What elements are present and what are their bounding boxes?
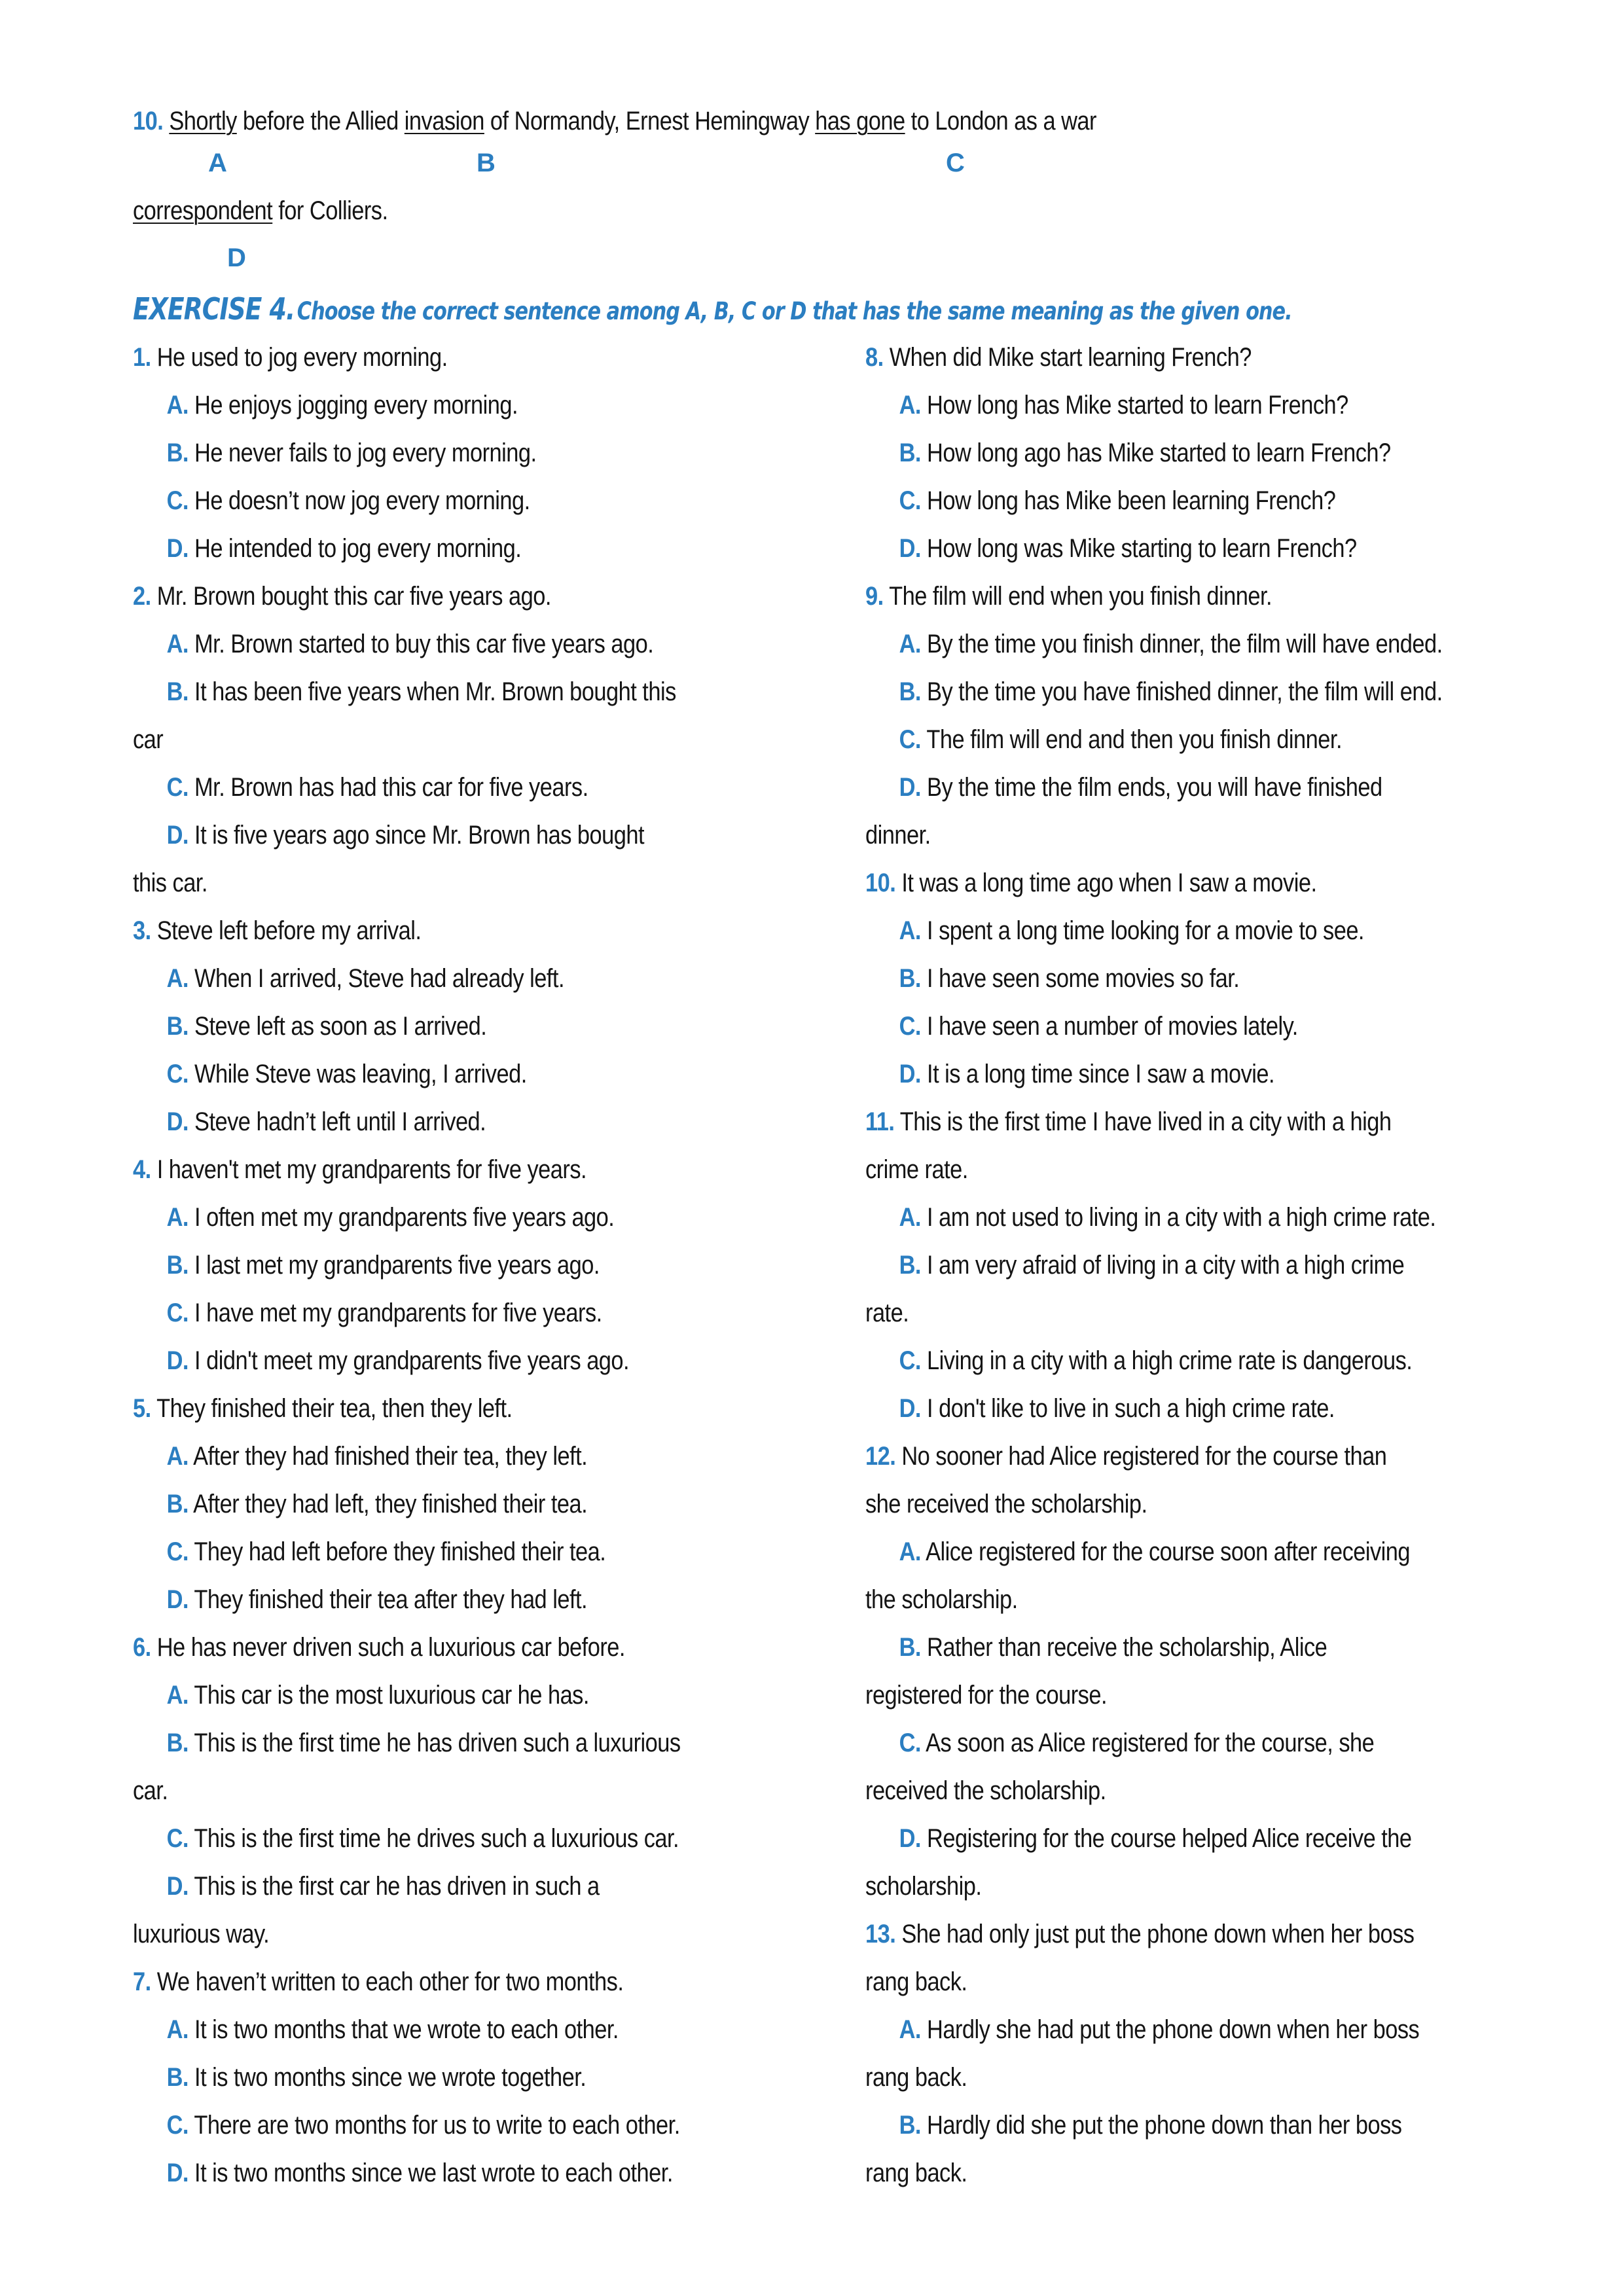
question-line <box>865 866 1462 914</box>
option-text: Living in a city with a high crime rate is dangerous. <box>927 1346 1413 1375</box>
answer-option <box>865 1535 1462 1583</box>
option-letter: D. <box>166 1107 189 1136</box>
question-number: 10. <box>133 107 164 135</box>
answer-option <box>133 1200 718 1248</box>
option-letter: A. <box>899 1203 921 1232</box>
question-line <box>865 1917 1462 1965</box>
question-line <box>133 914 718 961</box>
answer-option <box>865 484 1462 531</box>
option-text: While Steve was leaving, I arrived. <box>194 1060 527 1088</box>
option-letter: A. <box>899 391 921 420</box>
answer-option <box>865 1391 1462 1439</box>
answer-option <box>865 1821 1462 1869</box>
question-line <box>865 1105 1462 1153</box>
option-text: Mr. Brown started to buy this car five years ago. <box>194 630 654 658</box>
wrapped-text: dinner. <box>865 821 931 850</box>
answer-option <box>865 1726 1462 1774</box>
option-letter: A. <box>166 1681 189 1710</box>
question-10-sentence <box>133 107 1096 136</box>
answer-option <box>133 1678 718 1726</box>
answer-option <box>865 675 1462 723</box>
option-text: I didn't meet my grandparents five years ago. <box>194 1346 630 1375</box>
option-letter: A. <box>166 391 189 420</box>
option-letter: D. <box>166 1585 189 1614</box>
question-number: 2. <box>133 582 151 611</box>
option-letter: B. <box>899 1251 921 1280</box>
answer-option <box>865 388 1462 436</box>
option-letter: B. <box>899 1633 921 1662</box>
option-text: He doesn’t now jog every morning. <box>194 486 530 515</box>
option-letter: B. <box>899 2111 921 2140</box>
sentence-text: to London as a war <box>905 107 1096 135</box>
question-text: She had only just put the phone down when her boss <box>901 1920 1415 1948</box>
question-number: 5. <box>133 1394 151 1423</box>
option-text: They had left before they finished their tea. <box>194 1537 606 1566</box>
answer-option <box>865 627 1462 675</box>
answer-option <box>133 1439 718 1487</box>
answer-option <box>865 531 1462 579</box>
answer-option <box>865 436 1462 484</box>
option-text: Rather than receive the scholarship, Alice <box>927 1633 1327 1662</box>
option-text: I often met my grandparents five years ago. <box>194 1203 615 1232</box>
marker-d: D <box>227 243 246 272</box>
option-letter: A. <box>899 630 921 658</box>
question-number: 3. <box>133 916 151 945</box>
option-letter: A. <box>166 964 189 993</box>
option-text: Steve left as soon as I arrived. <box>194 1012 487 1041</box>
question-text: Steve left before my arrival. <box>156 916 422 945</box>
exercise-instruction: Choose the correct sentence among A, B, C or D that has the same meaning as the given one. <box>297 297 1292 325</box>
answer-option <box>865 1200 1462 1248</box>
option-letter: D. <box>166 2159 189 2187</box>
wrapped-text: luxurious way. <box>133 1920 270 1948</box>
option-text: How long was Mike starting to learn French? <box>927 534 1357 563</box>
option-text: They finished their tea after they had left. <box>194 1585 588 1614</box>
answer-option <box>133 961 718 1009</box>
sentence-part-a: Shortly <box>169 107 237 135</box>
question-text: This is the first time I have lived in a city with a high <box>899 1107 1392 1136</box>
question-text: Mr. Brown bought this car five years ago. <box>156 582 551 611</box>
continuation-line <box>865 1296 1462 1344</box>
continuation-line <box>865 2060 1462 2108</box>
option-letter: C. <box>899 725 921 754</box>
option-letter: C. <box>166 2111 189 2140</box>
right-column <box>865 340 1559 2204</box>
answer-option <box>133 1009 718 1057</box>
option-letter: A. <box>166 1442 189 1471</box>
wrapped-text: rang back. <box>865 2063 967 2092</box>
answer-option <box>133 1057 718 1105</box>
answer-option <box>865 1630 1462 1678</box>
option-letter: B. <box>166 1490 189 1518</box>
answer-option <box>865 2108 1462 2156</box>
exercise-heading <box>133 291 1292 327</box>
wrapped-text: rang back. <box>865 2159 967 2187</box>
option-text: By the time the film ends, you will have finished <box>927 773 1382 802</box>
answer-option <box>133 1535 718 1583</box>
option-letter: D. <box>899 773 921 802</box>
continuation-line <box>133 866 718 914</box>
option-letter: D. <box>899 1824 921 1853</box>
option-text: How long has Mike been learning French? <box>927 486 1336 515</box>
option-letter: A. <box>899 2015 921 2044</box>
option-text: By the time you finish dinner, the film will have ended. <box>927 630 1443 658</box>
question-line <box>133 1391 718 1439</box>
sentence-part-d: correspondent <box>133 196 273 225</box>
option-text: It has been five years when Mr. Brown bought this <box>194 677 676 706</box>
continuation-line <box>865 1965 1462 2013</box>
question-number: 9. <box>865 582 884 611</box>
option-letter: C. <box>899 1012 921 1041</box>
answer-option <box>133 1344 718 1391</box>
question-text: We haven’t written to each other for two months. <box>156 1967 624 1996</box>
option-letter: D. <box>166 1346 189 1375</box>
question-text: He used to jog every morning. <box>156 343 448 372</box>
option-letter: C. <box>166 486 189 515</box>
option-text: Hardly did she put the phone down than her boss <box>927 2111 1402 2140</box>
answer-option <box>133 1487 718 1535</box>
continuation-line <box>133 723 718 770</box>
continuation-line <box>865 1774 1462 1821</box>
answer-option <box>865 914 1462 961</box>
answer-option <box>133 770 718 818</box>
question-number: 6. <box>133 1633 151 1662</box>
option-text: I spent a long time looking for a movie to see. <box>927 916 1364 945</box>
continuation-line <box>865 2156 1462 2204</box>
question-number: 8. <box>865 343 884 372</box>
option-letter: D. <box>899 1394 921 1423</box>
marker-a: A <box>208 149 227 177</box>
continuation-line <box>865 818 1462 866</box>
option-text: It is two months that we wrote to each other. <box>194 2015 619 2044</box>
question-text: The film will end when you finish dinner. <box>889 582 1272 611</box>
option-letter: C. <box>899 486 921 515</box>
continuation-line <box>133 1774 718 1821</box>
wrapped-text: scholarship. <box>865 1872 982 1901</box>
option-letter: B. <box>166 1729 189 1757</box>
option-text: Hardly she had put the phone down when her boss <box>927 2015 1420 2044</box>
wrapped-text: this car. <box>133 869 208 897</box>
option-letter: A. <box>899 916 921 945</box>
option-text: How long has Mike started to learn French? <box>927 391 1348 420</box>
option-letter: A. <box>166 630 189 658</box>
option-text: The film will end and then you finish dinner. <box>926 725 1342 754</box>
option-text: I last met my grandparents five years ago. <box>194 1251 600 1280</box>
wrapped-text: car. <box>133 1776 168 1805</box>
answer-option <box>133 1726 718 1774</box>
question-number: 11. <box>865 1107 895 1136</box>
wrapped-text: she received the scholarship. <box>865 1490 1147 1518</box>
option-letter: B. <box>166 677 189 706</box>
option-text: I don't like to live in such a high crime rate. <box>927 1394 1335 1423</box>
option-text: Mr. Brown has had this car for five years. <box>194 773 588 802</box>
answer-option <box>133 436 718 484</box>
option-letter: C. <box>166 773 189 802</box>
option-text: This is the first time he drives such a luxurious car. <box>194 1824 679 1853</box>
answer-option <box>133 1821 718 1869</box>
option-text: Registering for the course helped Alice receive the <box>927 1824 1412 1853</box>
answer-option <box>133 627 718 675</box>
answer-option <box>865 1344 1462 1391</box>
option-letter: B. <box>166 1251 189 1280</box>
option-letter: B. <box>166 439 189 467</box>
option-text: I have met my grandparents for five years. <box>194 1299 602 1327</box>
option-letter: B. <box>166 1012 189 1041</box>
answer-option <box>133 484 718 531</box>
answer-option <box>133 818 718 866</box>
option-text: It is a long time since I saw a movie. <box>927 1060 1275 1088</box>
answer-option <box>133 388 718 436</box>
option-text: This is the first time he has driven such a luxurious <box>194 1729 681 1757</box>
option-letter: D. <box>166 821 189 850</box>
sentence-text: for Colliers. <box>272 196 388 225</box>
option-text: Alice registered for the course soon after receiving <box>926 1537 1411 1566</box>
answer-option <box>133 2060 718 2108</box>
option-letter: B. <box>899 439 921 467</box>
question-number: 12. <box>865 1442 896 1471</box>
option-letter: C. <box>899 1346 921 1375</box>
wrapped-text: received the scholarship. <box>865 1776 1106 1805</box>
answer-option <box>865 770 1462 818</box>
wrapped-text: rang back. <box>865 1967 967 1996</box>
option-letter: D. <box>899 1060 921 1088</box>
option-text: By the time you have finished dinner, the film will end. <box>927 677 1443 706</box>
question-number: 4. <box>133 1155 151 1184</box>
marker-b: B <box>477 149 496 177</box>
option-letter: B. <box>899 964 921 993</box>
option-text: It is two months since we last wrote to each other. <box>194 2159 673 2187</box>
wrapped-text: car <box>133 725 164 754</box>
option-text: This is the first car he has driven in such a <box>194 1872 600 1901</box>
answer-option <box>133 1869 718 1917</box>
question-text: I haven't met my grandparents for five years. <box>156 1155 587 1184</box>
question-number: 10. <box>865 869 896 897</box>
continuation-line <box>133 1917 718 1965</box>
option-text: I have seen a number of movies lately. <box>927 1012 1298 1041</box>
question-line <box>865 1439 1462 1487</box>
option-text: After they had finished their tea, they left. <box>193 1442 588 1471</box>
option-text: He intended to jog every morning. <box>194 534 522 563</box>
continuation-line <box>865 1487 1462 1535</box>
option-text: When I arrived, Steve had already left. <box>194 964 565 993</box>
answer-option <box>133 2156 718 2204</box>
option-letter: D. <box>166 534 189 563</box>
option-letter: C. <box>166 1060 189 1088</box>
continuation-line <box>865 1153 1462 1200</box>
continuation-line <box>865 1869 1462 1917</box>
answer-option <box>133 1248 718 1296</box>
question-line <box>133 1153 718 1200</box>
option-letter: C. <box>899 1729 921 1757</box>
wrapped-text: the scholarship. <box>865 1585 1018 1614</box>
option-letter: C. <box>166 1824 189 1853</box>
option-text: After they had left, they finished their tea. <box>193 1490 588 1518</box>
option-text: As soon as Alice registered for the course, she <box>926 1729 1375 1757</box>
option-letter: B. <box>166 2063 189 2092</box>
answer-option <box>133 531 718 579</box>
question-line <box>133 579 718 627</box>
sentence-text: before the Allied <box>236 107 405 135</box>
option-letter: D. <box>899 534 921 563</box>
question-line <box>133 340 718 388</box>
question-text: When did Mike start learning French? <box>889 343 1252 372</box>
wrapped-text: registered for the course. <box>865 1681 1108 1710</box>
sentence-part-b: invasion <box>404 107 484 135</box>
wrapped-text: crime rate. <box>865 1155 968 1184</box>
option-letter: C. <box>166 1537 189 1566</box>
question-text: They finished their tea, then they left. <box>156 1394 513 1423</box>
option-text: He enjoys jogging every morning. <box>194 391 518 420</box>
option-letter: A. <box>166 2015 189 2044</box>
answer-option <box>133 2108 718 2156</box>
answer-option <box>133 1296 718 1344</box>
answer-option <box>133 675 718 723</box>
wrapped-text: rate. <box>865 1299 909 1327</box>
marker-c: C <box>946 149 965 177</box>
option-letter: C. <box>166 1299 189 1327</box>
question-line <box>865 579 1462 627</box>
option-letter: B. <box>899 677 921 706</box>
option-letter: A. <box>899 1537 921 1566</box>
question-10-continuation <box>133 196 388 226</box>
answer-option <box>865 1009 1462 1057</box>
left-column <box>133 340 814 2204</box>
sentence-part-c: has gone <box>815 107 905 135</box>
answer-option <box>133 1105 718 1153</box>
answer-option <box>865 723 1462 770</box>
option-letter: A. <box>166 1203 189 1232</box>
answer-option <box>133 1583 718 1630</box>
option-text: I am very afraid of living in a city with a high crime <box>927 1251 1405 1280</box>
question-text: No sooner had Alice registered for the course than <box>901 1442 1387 1471</box>
question-line <box>133 1965 718 2013</box>
option-text: It is two months since we wrote together. <box>194 2063 586 2092</box>
option-letter: D. <box>166 1872 189 1901</box>
option-text: How long ago has Mike started to learn French? <box>927 439 1391 467</box>
answer-option <box>865 961 1462 1009</box>
option-text: There are two months for us to write to each other. <box>194 2111 680 2140</box>
option-text: This car is the most luxurious car he has. <box>194 1681 589 1710</box>
option-text: He never fails to jog every morning. <box>194 439 537 467</box>
continuation-line <box>865 1583 1462 1630</box>
option-text: I am not used to living in a city with a high crime rate. <box>927 1203 1436 1232</box>
continuation-line <box>865 1678 1462 1726</box>
answer-option <box>865 2013 1462 2060</box>
question-number: 7. <box>133 1967 151 1996</box>
sentence-text: of Normandy, Ernest Hemingway <box>484 107 816 135</box>
question-text: It was a long time ago when I saw a movie. <box>901 869 1317 897</box>
answer-option <box>865 1057 1462 1105</box>
question-number: 13. <box>865 1920 896 1948</box>
option-text: Steve hadn’t left until I arrived. <box>194 1107 486 1136</box>
question-line <box>865 340 1462 388</box>
answer-option <box>133 2013 718 2060</box>
option-text: It is five years ago since Mr. Brown has bought <box>194 821 645 850</box>
option-text: I have seen some movies so far. <box>927 964 1240 993</box>
exercise-label: EXERCISE 4. <box>133 291 295 327</box>
question-line <box>133 1630 718 1678</box>
answer-option <box>865 1248 1462 1296</box>
question-text: He has never driven such a luxurious car before. <box>156 1633 625 1662</box>
question-number: 1. <box>133 343 151 372</box>
